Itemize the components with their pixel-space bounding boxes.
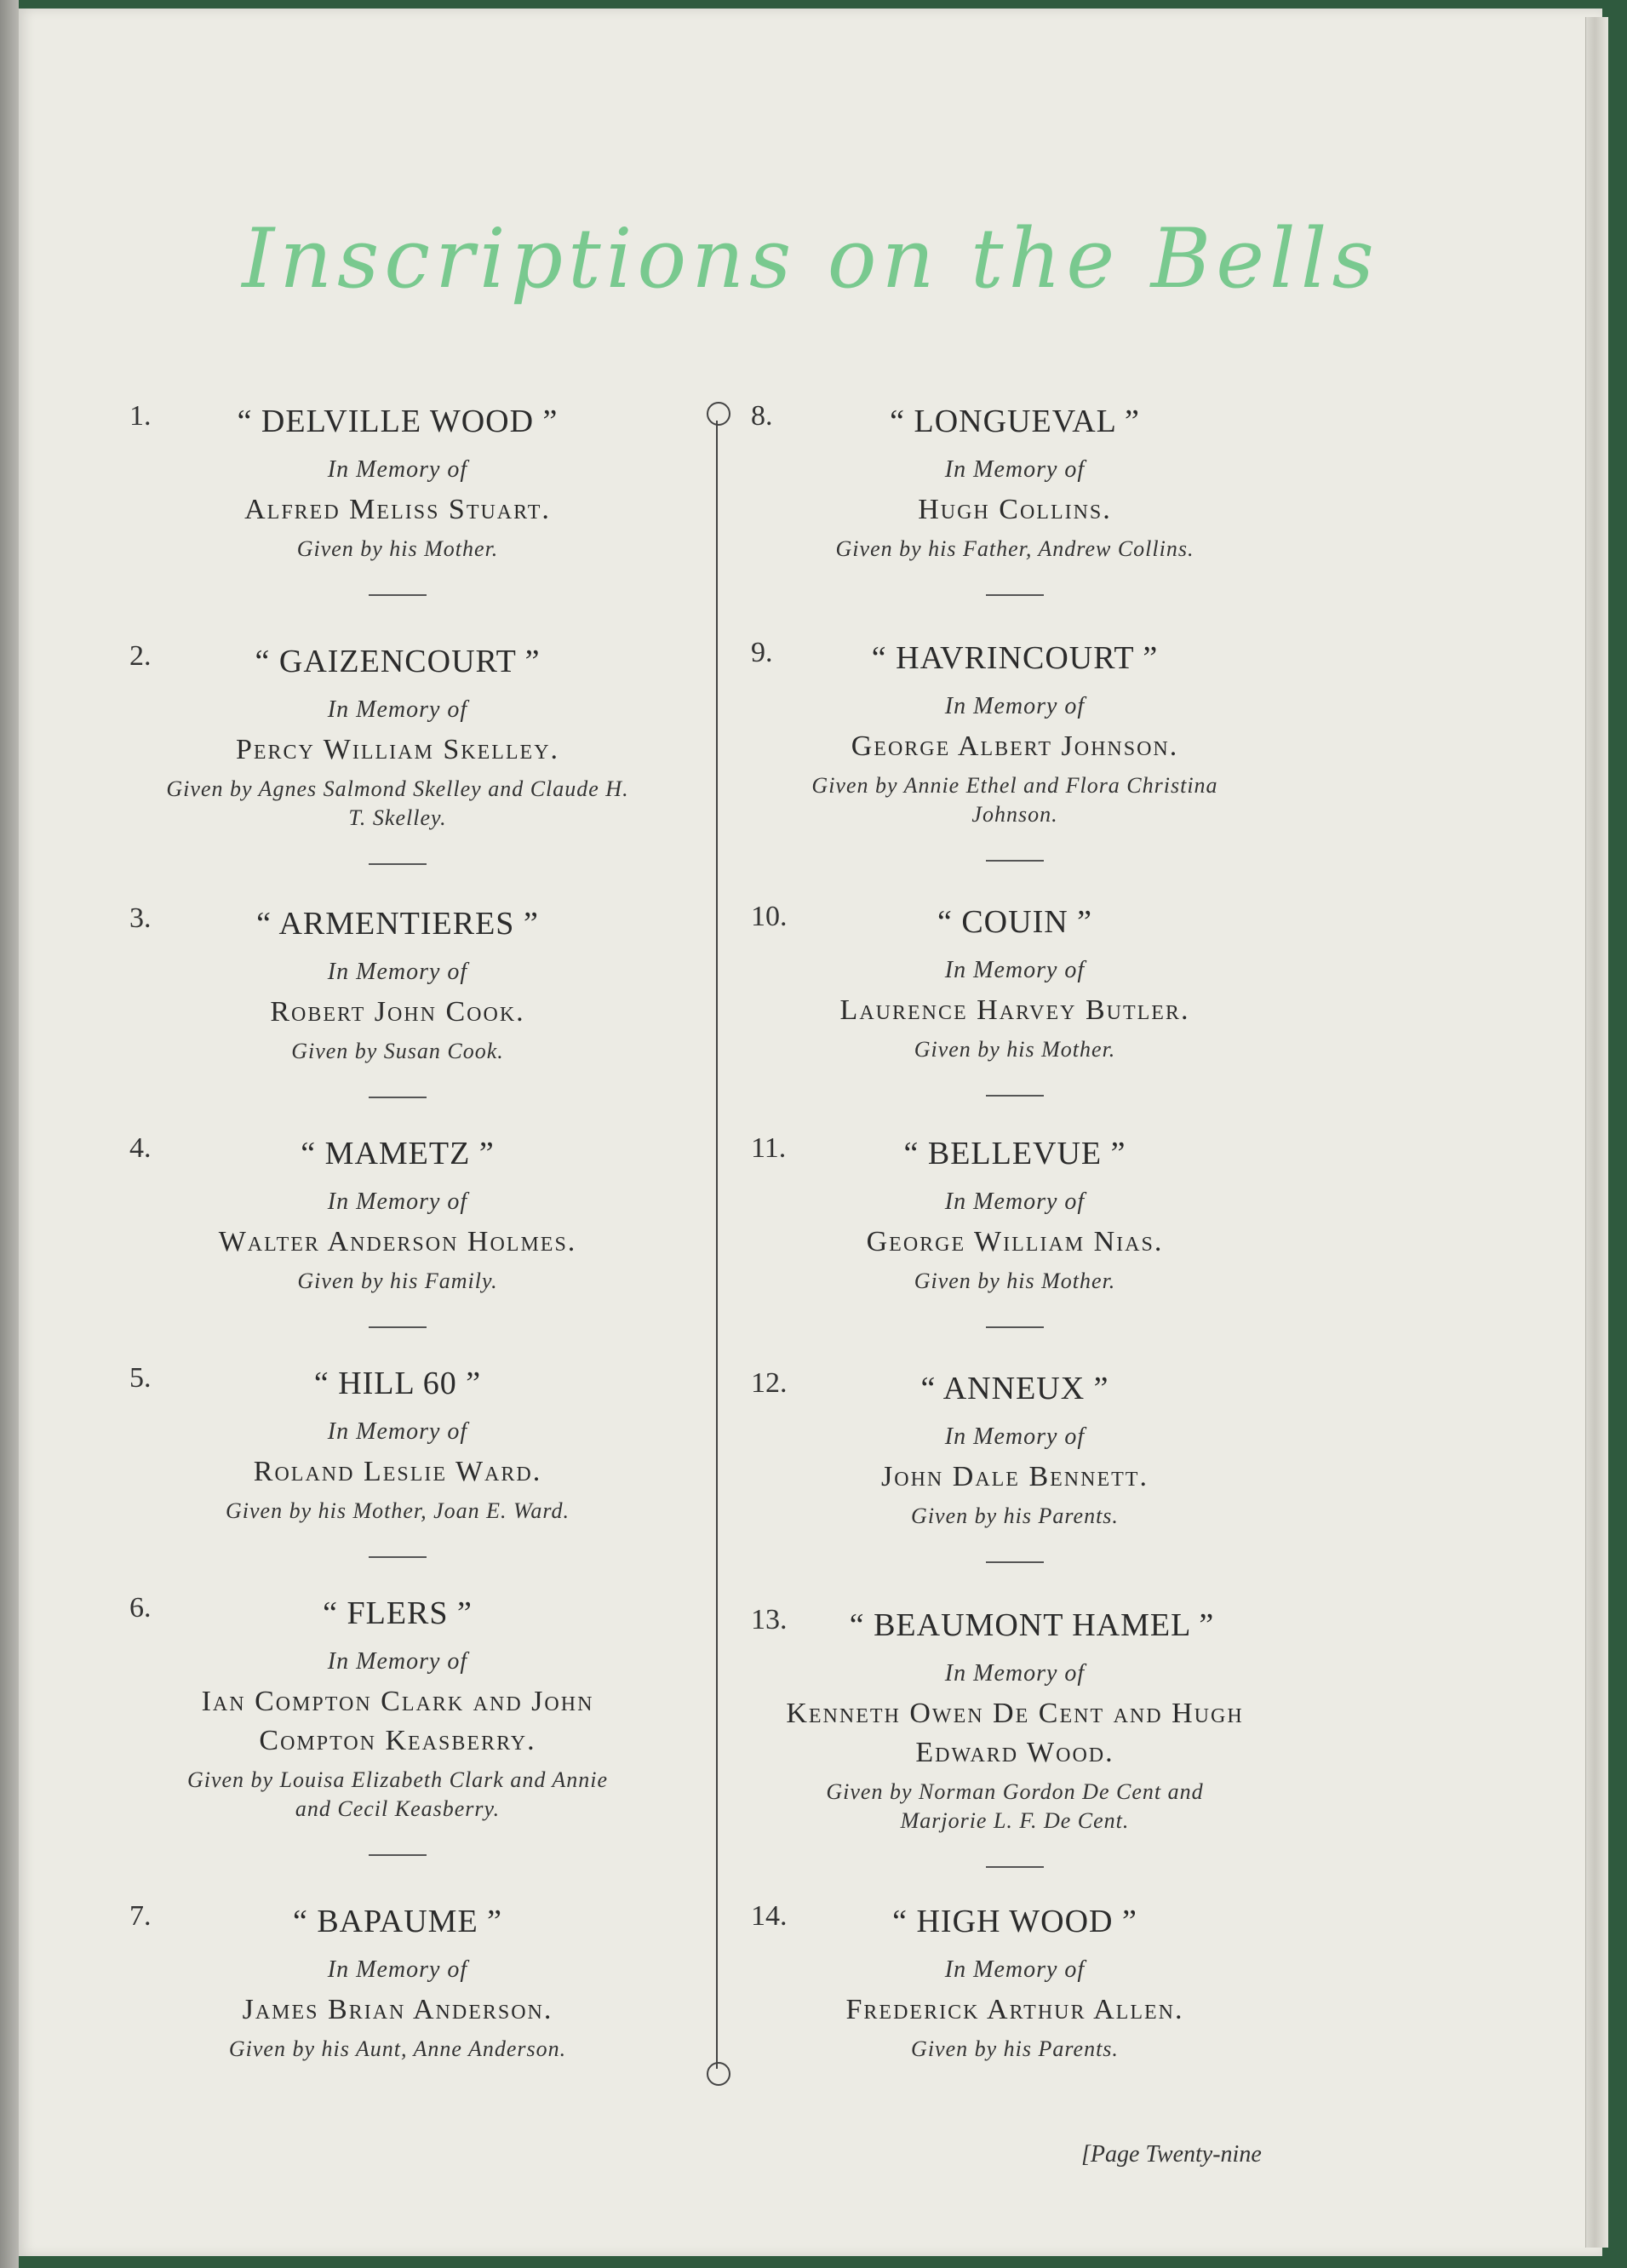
entry-number: 12. <box>751 1367 788 1399</box>
separator-rule <box>369 1326 427 1328</box>
entry-12 <box>751 1367 1279 1563</box>
entry-4 <box>129 1132 666 1328</box>
memory-line: In Memory of <box>327 1956 468 1983</box>
column-divider <box>716 421 718 2069</box>
entry-number: 10. <box>751 901 788 932</box>
given-by: Given by Louisa Elizabeth Clark and Annie and Cecil Keasberry. <box>186 1767 609 1821</box>
entry-5 <box>129 1362 666 1558</box>
entry-number: 7. <box>129 1900 152 1932</box>
entry-number: 2. <box>129 640 152 672</box>
bell-name: “ HAVRINCOURT ” <box>871 640 1159 676</box>
bell-name: “ GAIZENCOURT ” <box>255 644 541 679</box>
page-edge <box>1585 17 1608 2248</box>
bell-name: “ MAMETZ ” <box>301 1136 495 1171</box>
page-number-footer: [Page Twenty-nine <box>1081 2141 1262 2168</box>
person-name: Alfred Meliss Stuart. <box>244 494 551 525</box>
given-by: Given by his Mother. <box>296 536 499 561</box>
memory-line: In Memory of <box>327 1648 468 1675</box>
given-by: Given by his Parents. <box>911 2036 1119 2061</box>
person-name: Hugh Collins. <box>918 494 1112 525</box>
given-by: Given by Annie Ethel and Flora Christina Johnson. <box>811 773 1218 827</box>
entry-number: 4. <box>129 1132 152 1164</box>
person-name: Robert John Cook. <box>270 996 525 1028</box>
person-name: John Dale Bennett. <box>881 1461 1149 1492</box>
entry-1 <box>129 400 666 596</box>
entry-number: 11. <box>751 1132 787 1164</box>
memory-line: In Memory of <box>944 1423 1086 1450</box>
given-by: Given by his Parents. <box>911 1503 1119 1528</box>
bell-name: “ BAPAUME ” <box>292 1904 503 1939</box>
memory-line: In Memory of <box>944 1660 1086 1687</box>
page-title: Inscriptions on the Bells <box>242 211 1379 306</box>
entry-7 <box>129 1900 666 2064</box>
memory-line: In Memory of <box>327 696 468 723</box>
bell-name: “ BEAUMONT HAMEL ” <box>849 1607 1215 1643</box>
memory-line: In Memory of <box>944 693 1086 719</box>
entry-number: 5. <box>129 1362 152 1394</box>
given-by: Given by his Father, Andrew Collins. <box>835 536 1194 561</box>
entry-2 <box>129 640 666 865</box>
memory-line: In Memory of <box>327 1418 468 1445</box>
separator-rule <box>986 1561 1044 1563</box>
person-name: George William Nias. <box>866 1226 1164 1257</box>
given-by: Given by his Family. <box>297 1269 498 1293</box>
person-name: George Albert Johnson. <box>851 730 1179 762</box>
person-name: Kenneth Owen De Cent and Hugh Edward Wood. <box>786 1698 1244 1768</box>
bell-name: “ ANNEUX ” <box>920 1371 1109 1406</box>
memory-line: In Memory of <box>944 957 1086 983</box>
given-by: Given by Norman Gordon De Cent and Marjorie L. F. De Cent. <box>826 1779 1204 1833</box>
memory-line: In Memory of <box>944 1188 1086 1215</box>
bell-name: “ COUIN ” <box>937 904 1093 940</box>
entry-3 <box>129 902 666 1098</box>
separator-rule <box>369 1854 427 1856</box>
entry-13 <box>751 1604 1279 1868</box>
bell-name: “ HIGH WOOD ” <box>892 1904 1137 1939</box>
entry-number: 1. <box>129 400 152 432</box>
given-by: Given by his Mother, Joan E. Ward. <box>226 1498 570 1523</box>
person-name: Walter Anderson Holmes. <box>218 1226 577 1257</box>
person-name: Roland Leslie Ward. <box>253 1456 542 1487</box>
given-by: Given by his Mother. <box>914 1037 1116 1062</box>
memory-line: In Memory of <box>944 456 1086 483</box>
separator-rule <box>369 1556 427 1558</box>
divider-bottom-ornament <box>707 2062 730 2086</box>
entry-number: 6. <box>129 1592 152 1624</box>
given-by: Given by Susan Cook. <box>291 1039 504 1063</box>
entry-8 <box>751 400 1279 596</box>
separator-rule <box>986 1095 1044 1097</box>
person-name: James Brian Anderson. <box>242 1994 553 2025</box>
entry-14 <box>751 1900 1279 2064</box>
entry-number: 3. <box>129 902 152 934</box>
person-name: Ian Compton Clark and John Compton Keasberry. <box>201 1686 594 1756</box>
memory-line: In Memory of <box>327 1188 468 1215</box>
bell-name: “ BELLEVUE ” <box>903 1136 1126 1171</box>
divider-top-ornament <box>707 402 730 426</box>
separator-rule <box>986 1866 1044 1868</box>
bell-name: “ HILL 60 ” <box>313 1366 482 1401</box>
entry-number: 14. <box>751 1900 788 1932</box>
entry-11 <box>751 1132 1279 1328</box>
given-by: Given by Agnes Salmond Skelley and Claude H. T. Skelley. <box>166 776 629 830</box>
separator-rule <box>369 1097 427 1098</box>
entry-number: 9. <box>751 637 773 668</box>
separator-rule <box>369 863 427 865</box>
memory-line: In Memory of <box>944 1956 1086 1983</box>
given-by: Given by his Aunt, Anne Anderson. <box>228 2036 567 2061</box>
entry-number: 8. <box>751 400 773 432</box>
person-name: Laurence Harvey Butler. <box>839 994 1190 1026</box>
book-page <box>19 9 1602 2256</box>
memory-line: In Memory of <box>327 456 468 483</box>
entry-10 <box>751 901 1279 1097</box>
bell-name: “ DELVILLE WOOD ” <box>237 404 559 439</box>
bell-name: “ ARMENTIERES ” <box>256 906 539 942</box>
book-spine-shadow <box>0 0 19 2268</box>
entry-9 <box>751 637 1279 862</box>
separator-rule <box>369 594 427 596</box>
entry-number: 13. <box>751 1604 788 1635</box>
entry-6 <box>129 1592 666 1856</box>
person-name: Frederick Arthur Allen. <box>845 1994 1184 2025</box>
separator-rule <box>986 860 1044 862</box>
person-name: Percy William Skelley. <box>235 734 560 765</box>
separator-rule <box>986 1326 1044 1328</box>
separator-rule <box>986 594 1044 596</box>
given-by: Given by his Mother. <box>914 1269 1116 1293</box>
bell-name: “ LONGUEVAL ” <box>890 404 1140 439</box>
bell-name: “ FLERS ” <box>323 1595 473 1631</box>
memory-line: In Memory of <box>327 959 468 985</box>
